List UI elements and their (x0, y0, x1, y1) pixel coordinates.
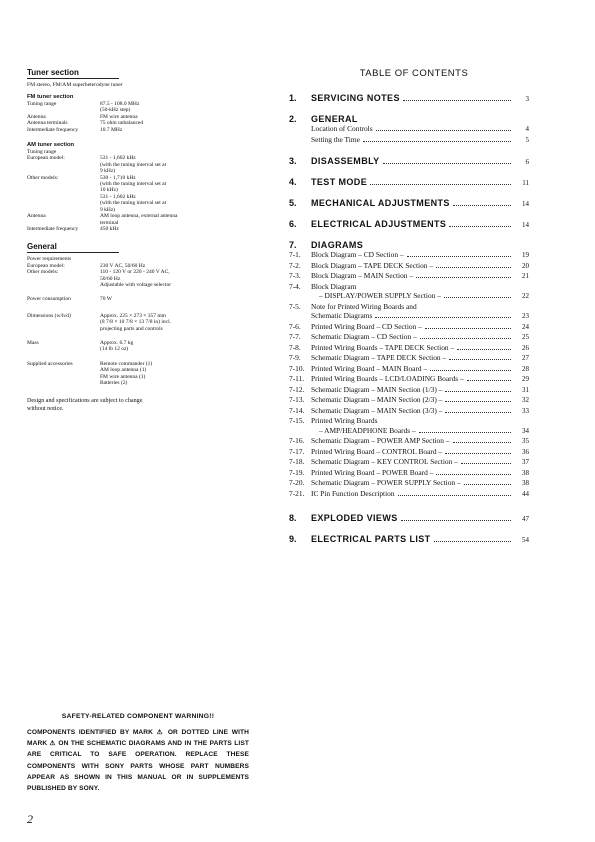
toc-entry-mechanical-adjustments[interactable]: 5. MECHANICAL ADJUSTMENTS 14 (289, 198, 529, 208)
toc-entry-test-mode[interactable]: 4. TEST MODE 11 (289, 177, 529, 187)
toc-subentry[interactable]: 7-17. Printed Wiring Board – CONTROL Board – 36 (289, 446, 529, 456)
toc-subentry[interactable]: 7-9. Schematic Diagram – TAPE DECK Section – 27 (289, 353, 529, 362)
spec-value: FM wire antenna (100, 113, 138, 120)
fm-tuner-heading: FM tuner section (27, 94, 74, 100)
toc-subentry[interactable]: 7-15. Printed Wiring Boards (289, 416, 378, 425)
spec-value: 531 - 1,602 kHz (with the tuning interval set at 9 kHz) (100, 155, 167, 175)
toc-subentry[interactable]: 7-2. Block Diagram – TAPE DECK Section – 20 (289, 260, 529, 270)
toc-entry-exploded-views[interactable]: 8. EXPLODED VIEWS 47 (289, 513, 529, 523)
general-section-title: General (27, 242, 119, 253)
toc-subentry[interactable]: 7-20. Schematic Diagram – POWER SUPPLY Section – 38 (289, 478, 529, 487)
toc-subentry[interactable]: 7-4. Block Diagram (289, 281, 357, 291)
table-of-contents (289, 68, 529, 544)
toc-subentry[interactable]: 7-3. Block Diagram – MAIN Section – 21 (289, 271, 529, 280)
safety-warning-body: COMPONENTS IDENTIFIED BY MARK ⚠ OR DOTTED LINE WITH MARK ⚠ ON THE SCHEMATIC DIAGRAMS AND IN THE PARTS LIST ARE CRITICAL TO SAFE OPERATION. REPLACE THESE COMPONENTS WITH SONY PARTS WHOSE PART NUMBERS APPEAR AS SHOWN IN THIS MANUAL OR IN SUPPLEMENTS PUBLISHED BY SONY. (27, 729, 249, 793)
toc-entry-diagrams[interactable]: 7. DIAGRAMS (289, 240, 364, 250)
spec-row-accessories: Supplied accessories Remote commander (1) AM loop antenna (1) FM wire antenna (1) Batteries (2) (27, 360, 153, 386)
toc-subentry[interactable]: Location of Controls 4 (311, 124, 529, 133)
toc-subentry-continued[interactable]: – AMP/HEADPHONE Boards – 34 (319, 425, 529, 435)
toc-entry-servicing-notes[interactable]: 1. SERVICING NOTES 3 (289, 93, 529, 103)
spec-value: AM loop antenna, external antenna terminal (100, 213, 178, 226)
spec-value: 110 - 120 V or 220 - 240 V AC, 50/60 Hz Adjustable with voltage selector (100, 269, 172, 288)
specifications-column (27, 68, 279, 414)
spec-row (27, 155, 279, 174)
spec-value: 10.7 MHz (100, 126, 123, 133)
toc-subentry[interactable]: 7-7. Schematic Diagram – CD Section – 25 (289, 332, 529, 341)
toc-subentry[interactable]: 7-18. Schematic Diagram – KEY CONTROL Section – 37 (289, 457, 529, 466)
spec-row-mass: Mass Approx. 6.7 kg (14 lb 12 oz) (27, 339, 134, 353)
page-number: 2 (27, 812, 33, 826)
spec-label: European model: (27, 155, 65, 162)
spec-label: Antenna (27, 113, 46, 120)
spec-label: Antenna terminals (27, 120, 68, 127)
spec-value: 75 ohm unbalanced (100, 120, 144, 127)
toc-entry-disassembly[interactable]: 3. DISASSEMBLY 6 (289, 156, 529, 166)
toc-subentry[interactable]: Setting the Time 5 (311, 134, 529, 144)
toc-subentry[interactable]: 7-13. Schematic Diagram – MAIN Section (2/3) – 32 (289, 395, 529, 404)
toc-entry-general[interactable]: 2. GENERAL (289, 114, 358, 124)
spec-row (27, 213, 279, 226)
toc-subentry[interactable]: 7-11. Printed Wiring Boards – LCD/LOADING Boards – 29 (289, 374, 529, 383)
am-tuner-heading: AM tuner section (27, 142, 75, 149)
toc-subentry[interactable]: 7-12. Schematic Diagram – MAIN Section (1/3) – 31 (289, 384, 529, 394)
toc-subentry[interactable]: 7-8. Printed Wiring Boards – TAPE DECK Section – 26 (289, 342, 529, 352)
toc-entry-electrical-adjustments[interactable]: 6. ELECTRICAL ADJUSTMENTS 14 (289, 219, 529, 229)
spec-value: 87.5 - 108.0 MHz (50-kHz step) (100, 101, 140, 114)
safety-warning (27, 713, 249, 794)
spec-label: Intermediate frequency (27, 126, 79, 133)
spec-row (27, 226, 279, 232)
toc-subentry[interactable]: 7-19. Printed Wiring Board – POWER Board – 38 (289, 467, 529, 477)
toc-subentry-continued[interactable]: Schematic Diagrams 23 (311, 311, 529, 320)
toc-subentry[interactable]: 7-16. Schematic Diagram – POWER AMP Section – 35 (289, 436, 529, 445)
spec-row (27, 175, 279, 213)
spec-row-consumption: Power consumption 70 W (27, 296, 112, 303)
toc-entry-electrical-parts-list[interactable]: 9. ELECTRICAL PARTS LIST 54 (289, 534, 529, 544)
tuner-section-title: Tuner section (27, 68, 119, 79)
spec-label: Other models: (27, 269, 59, 276)
fm-spec-list (27, 101, 279, 133)
spec-label: Other models: (27, 174, 59, 181)
toc-subentry[interactable]: 7-14. Schematic Diagram – MAIN Section (3/3) – 33 (289, 405, 529, 415)
spec-row-dimensions: Dimensions (w/h/d) Approx. 225 × 273 × 357 mm (8 7/8 × 10 7/8 × 13 7/8 in) incl. projecting parts and controls (27, 312, 171, 332)
toc-title: TABLE OF CONTENTS (359, 68, 469, 79)
spec-row (27, 101, 279, 114)
am-spec-list (27, 155, 279, 232)
tuner-subtitle: FM stereo, FM/AM superheterodyne tuner (27, 82, 123, 88)
toc-subentry[interactable]: 7-1. Block Diagram – CD Section – 19 (289, 250, 529, 259)
spec-row (27, 127, 279, 133)
toc-subentry[interactable]: 7-10. Printed Wiring Board – MAIN Board – 28 (289, 363, 529, 373)
spec-row (27, 269, 279, 288)
spec-label: Antenna (27, 213, 46, 220)
spec-label: European model: (27, 262, 65, 269)
toc-subentry[interactable]: 7-6. Printed Wiring Board – CD Section – 24 (289, 321, 529, 331)
spec-label: Tuning range (27, 101, 57, 107)
spec-value: 450 kHz (100, 225, 119, 232)
spec-value: 230 V AC, 50/60 Hz (100, 262, 146, 269)
spec-label: Power requirements (27, 256, 72, 263)
spec-label: Intermediate frequency (27, 225, 79, 232)
spec-change-note: Design and specifications are subject to change without notice. (27, 398, 143, 412)
toc-subentry-continued[interactable]: – DISPLAY/POWER SUPPLY Section – 22 (319, 291, 529, 300)
spec-value: 530 - 1,710 kHz (with the tuning interval set at 10 kHz) 531 - 1,602 kHz (with the tuning interval set at 9 kHz) (100, 174, 167, 213)
safety-warning-title: SAFETY-RELATED COMPONENT WARNING!! (61, 713, 215, 720)
toc-subentry[interactable]: 7-21. IC Pin Function Description 44 (289, 488, 529, 498)
power-spec-list (27, 263, 279, 289)
spec-label: Tuning range (27, 149, 57, 156)
toc-subentry[interactable]: 7-5. Note for Printed Wiring Boards and (289, 301, 417, 311)
